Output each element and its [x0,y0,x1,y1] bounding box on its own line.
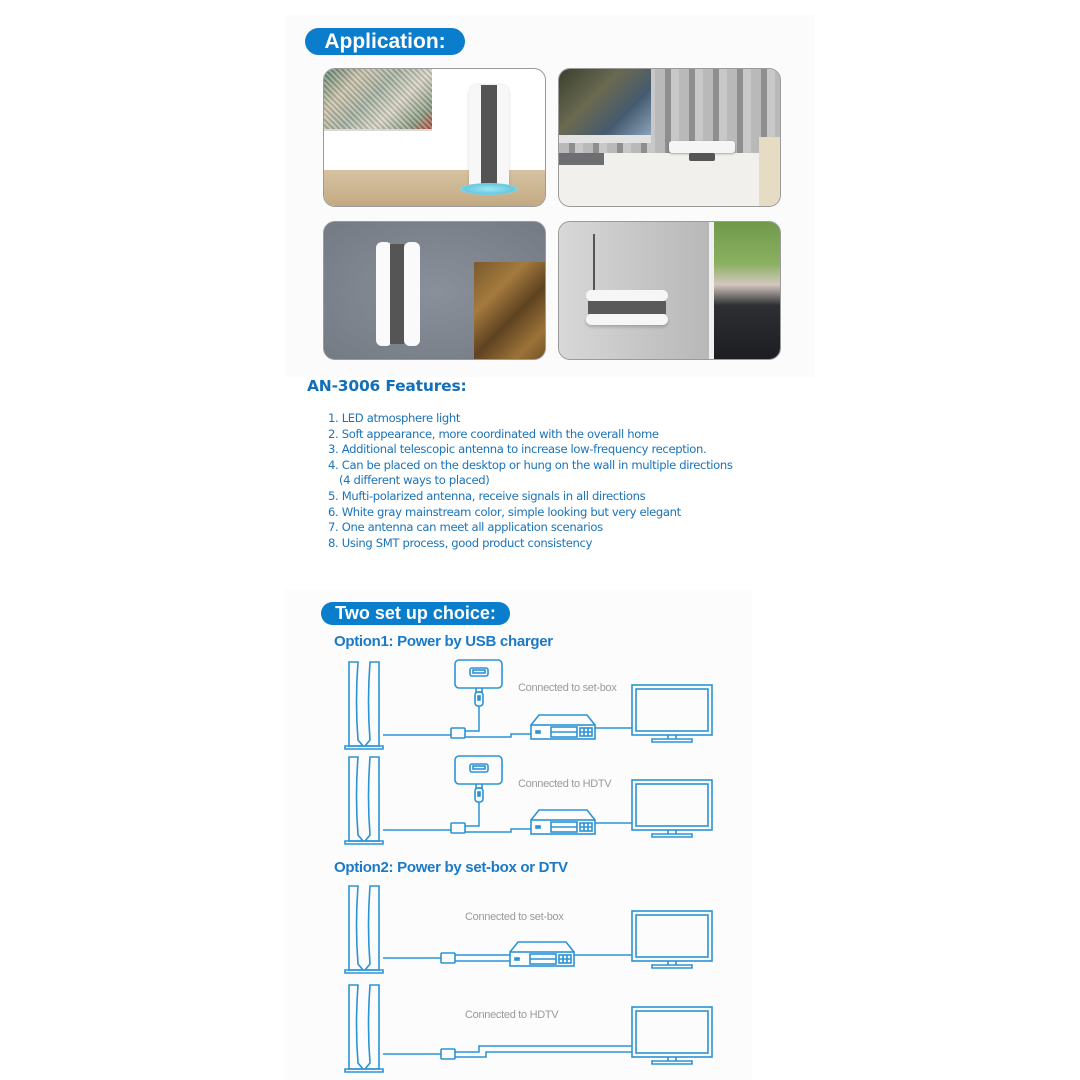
feature-item: 6. White gray mainstream color, simple looking but very elegant [328,504,681,519]
option2-title: Option2: Power by set-box or DTV [334,859,568,876]
feature-item: 7. One antenna can meet all application scenarios [328,520,603,535]
setup-heading: Two set up choice: [321,602,510,625]
option2-row2-label: Connected to HDTV [465,1009,559,1021]
usb-charger-icon [455,756,502,802]
application-heading: Application: [305,28,465,55]
usb-charger-icon [455,660,502,706]
option1-row2-label: Connected to HDTV [518,778,612,790]
antenna-icon [345,886,383,973]
antenna-icon [345,662,383,749]
feature-item-continuation: (4 different ways to placed) [339,473,490,488]
option1-row1-diagram [345,660,712,749]
feature-item: 4. Can be placed on the desktop or hung on the wall in multiple directions [328,457,733,472]
tv-icon [632,1007,712,1064]
tv-icon [632,780,712,837]
option2-row2-diagram [345,985,712,1072]
option1-row1-label: Connected to set-box [518,682,617,694]
connector-icon [441,953,455,963]
feature-item: 3. Additional telescopic antenna to increase low-frequency reception. [328,442,707,457]
tv-icon [632,911,712,968]
feature-item: 5. Mufti-polarized antenna, receive signals in all directions [328,488,646,503]
connector-icon [441,1049,455,1059]
antenna-icon [345,985,383,1072]
features-heading: AN-3006 Features: [307,377,467,395]
feature-item: 8. Using SMT process, good product consistency [328,535,593,550]
option2-row1-diagram [345,886,712,973]
feature-item: 2. Soft appearance, more coordinated with the overall home [328,426,659,441]
antenna-icon [345,757,383,844]
set-top-box-icon [510,942,574,966]
option2-row1-label: Connected to set-box [465,911,564,923]
option1-row2-diagram [345,756,712,844]
option1-title: Option1: Power by USB charger [334,633,553,650]
feature-item: 1. LED atmosphere light [328,411,461,425]
connector-icon [451,823,465,833]
tv-icon [632,685,712,742]
set-top-box-icon [531,810,595,834]
set-top-box-icon [531,715,595,739]
connector-icon [451,728,465,738]
